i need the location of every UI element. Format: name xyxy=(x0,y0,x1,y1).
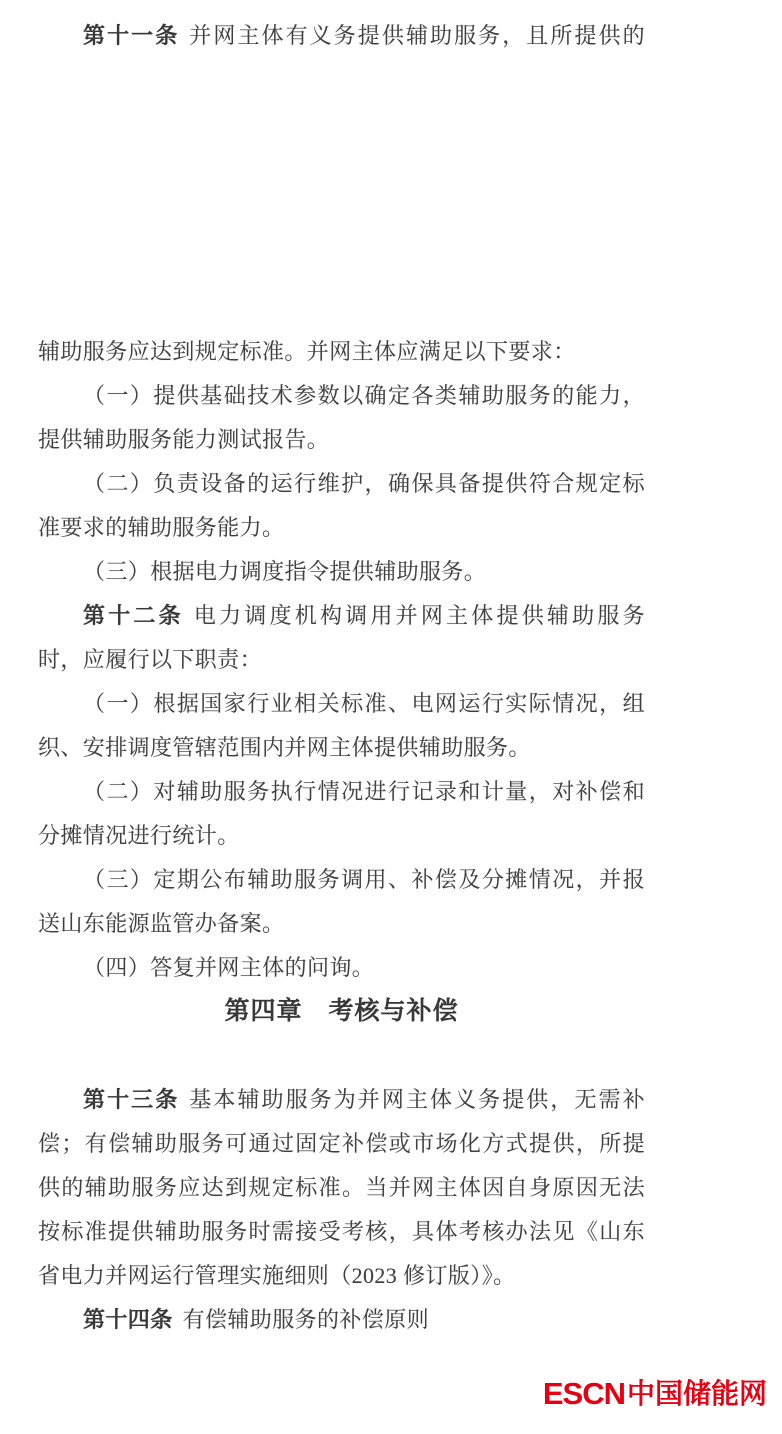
line-text: 有偿辅助服务的补偿原则 xyxy=(182,1307,430,1332)
logo-text-cjk: 中国储能网 xyxy=(626,1378,767,1409)
section-paragraphs xyxy=(38,1078,645,1342)
text-line xyxy=(38,1254,645,1298)
line-text: （二）对辅助服务执行情况进行记录和计量，对补偿和 xyxy=(83,779,645,804)
text-line xyxy=(38,506,645,550)
line-text: （二）负责设备的运行维护，确保具备提供符合规定标 xyxy=(83,471,645,496)
line-text: 织、安排调度管辖范围内并网主体提供辅助服务。 xyxy=(38,735,531,760)
text-line xyxy=(38,462,645,506)
text-line xyxy=(38,726,645,770)
line-text: （四）答复并网主体的问询。 xyxy=(83,955,375,980)
text-line xyxy=(38,902,645,946)
text-line xyxy=(38,374,645,418)
text-line xyxy=(38,638,645,682)
text-line xyxy=(38,770,645,814)
line-text: 省电力并网运行管理实施细则（2023 修订版）》。 xyxy=(38,1263,516,1288)
line-text: 偿；有偿辅助服务可通过固定补偿或市场化方式提供，所提 xyxy=(38,1131,645,1156)
line-text: 并网主体有义务提供辅助服务，且所提供的 xyxy=(189,23,645,48)
line-text: 按标准提供辅助服务时需接受考核，具体考核办法见《山东 xyxy=(38,1219,645,1244)
line-text: （三）根据电力调度指令提供辅助服务。 xyxy=(83,559,487,584)
article-lead: 第十三条 xyxy=(83,1087,180,1112)
escn-logo xyxy=(543,1376,767,1418)
text-line xyxy=(38,1210,645,1254)
line-text: （三）定期公布辅助服务调用、补偿及分摊情况，并报 xyxy=(83,867,645,892)
blank-gap xyxy=(38,58,645,330)
line-text: 电力调度机构调用并网主体提供辅助服务 xyxy=(193,603,645,628)
line-text: 辅助服务应达到规定标准。并网主体应满足以下要求： xyxy=(38,339,576,364)
text-line xyxy=(38,14,645,58)
line-text: （一）根据国家行业相关标准、电网运行实际情况，组 xyxy=(83,691,645,716)
text-line xyxy=(38,418,645,462)
text-line xyxy=(38,1122,645,1166)
line-text: 送山东能源监管办备案。 xyxy=(38,911,285,936)
text-line xyxy=(38,594,645,638)
text-line xyxy=(38,1298,645,1342)
text-line xyxy=(38,946,645,990)
line-text: 时，应履行以下职责： xyxy=(38,647,263,672)
line-text: （一）提供基础技术参数以确定各类辅助服务的能力， xyxy=(83,383,645,408)
line-text: 提供辅助服务能力测试报告。 xyxy=(38,427,330,452)
article-lead: 第十一条 xyxy=(83,23,180,48)
logo-text-latin: ESCN xyxy=(542,1376,625,1411)
article-lead: 第十四条 xyxy=(83,1307,173,1332)
article-lead: 第十二条 xyxy=(83,603,184,628)
line-text: 分摊情况进行统计。 xyxy=(38,823,240,848)
text-line xyxy=(38,814,645,858)
line-text: 供的辅助服务应达到规定标准。当并网主体因自身原因无法 xyxy=(38,1175,645,1200)
text-line xyxy=(38,1166,645,1210)
text-line xyxy=(38,550,645,594)
text-line xyxy=(38,682,645,726)
line-text: 基本辅助服务为并网主体义务提供，无需补 xyxy=(189,1087,645,1112)
document-content xyxy=(38,14,645,1342)
line-text: 准要求的辅助服务能力。 xyxy=(38,515,285,540)
text-line xyxy=(38,858,645,902)
intro-paragraph xyxy=(38,14,645,58)
text-line xyxy=(38,330,645,374)
body-paragraphs xyxy=(38,330,645,990)
text-line xyxy=(38,1078,645,1122)
chapter-heading: 第四章 考核与补偿 xyxy=(224,998,459,1025)
